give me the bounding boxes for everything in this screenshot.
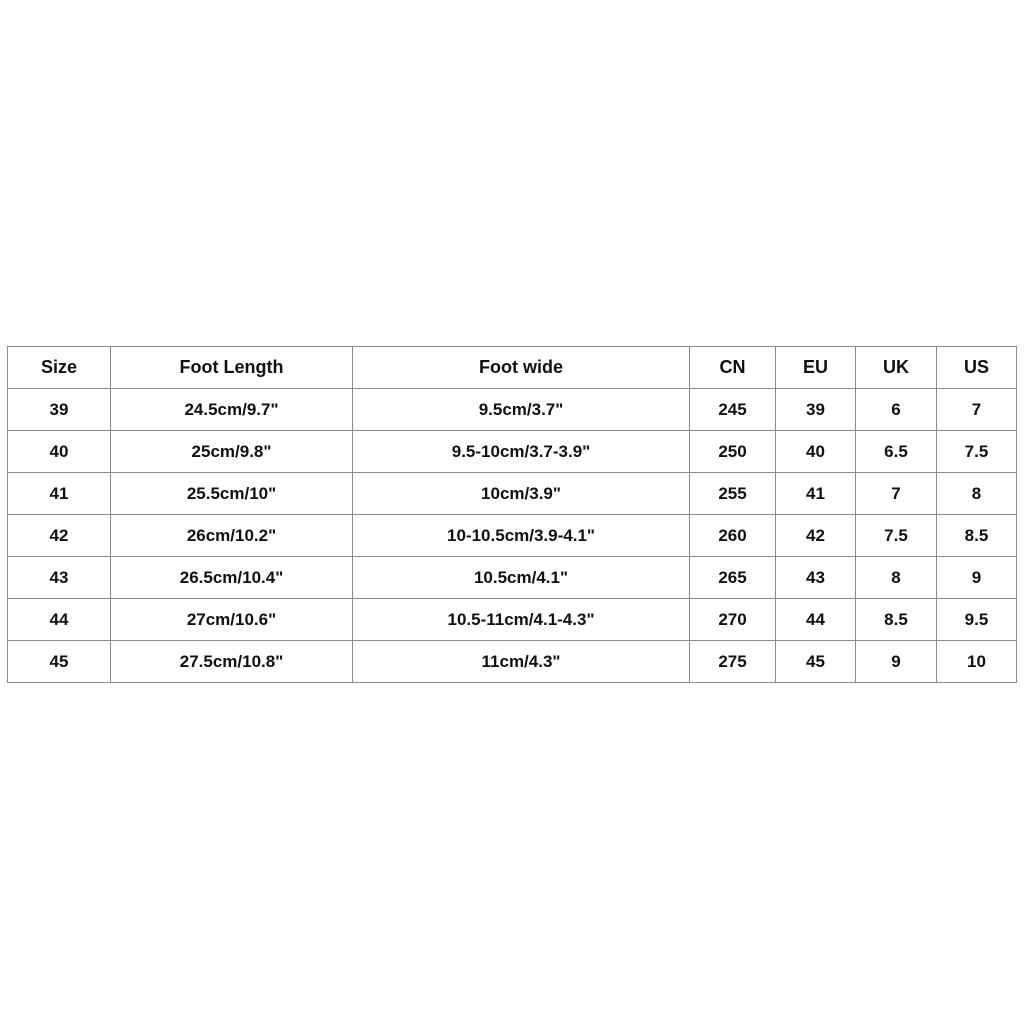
cell-foot-length: 25cm/9.8"	[111, 431, 353, 473]
cell-eu: 39	[776, 389, 856, 431]
header-foot-wide: Foot wide	[353, 347, 690, 389]
table-header-row	[8, 347, 1017, 389]
table-row	[8, 515, 1017, 557]
cell-uk: 6	[856, 389, 937, 431]
cell-eu: 45	[776, 641, 856, 683]
cell-cn: 250	[690, 431, 776, 473]
cell-foot-length: 25.5cm/10"	[111, 473, 353, 515]
cell-cn: 260	[690, 515, 776, 557]
cell-uk: 9	[856, 641, 937, 683]
cell-uk: 8	[856, 557, 937, 599]
cell-us: 7.5	[937, 431, 1017, 473]
header-foot-length: Foot Length	[111, 347, 353, 389]
cell-us: 8	[937, 473, 1017, 515]
header-us: US	[937, 347, 1017, 389]
table-row	[8, 389, 1017, 431]
cell-us: 10	[937, 641, 1017, 683]
cell-size: 39	[8, 389, 111, 431]
cell-uk: 6.5	[856, 431, 937, 473]
cell-size: 42	[8, 515, 111, 557]
cell-eu: 40	[776, 431, 856, 473]
header-eu: EU	[776, 347, 856, 389]
cell-foot-wide: 9.5cm/3.7"	[353, 389, 690, 431]
cell-foot-wide: 10.5cm/4.1"	[353, 557, 690, 599]
cell-cn: 270	[690, 599, 776, 641]
cell-cn: 265	[690, 557, 776, 599]
cell-size: 45	[8, 641, 111, 683]
cell-foot-wide: 10cm/3.9"	[353, 473, 690, 515]
cell-eu: 44	[776, 599, 856, 641]
header-cn: CN	[690, 347, 776, 389]
cell-size: 41	[8, 473, 111, 515]
cell-size: 43	[8, 557, 111, 599]
cell-foot-wide: 10-10.5cm/3.9-4.1"	[353, 515, 690, 557]
cell-foot-length: 24.5cm/9.7"	[111, 389, 353, 431]
cell-cn: 275	[690, 641, 776, 683]
table-row	[8, 473, 1017, 515]
cell-size: 44	[8, 599, 111, 641]
table-row	[8, 599, 1017, 641]
cell-foot-wide: 9.5-10cm/3.7-3.9"	[353, 431, 690, 473]
cell-foot-wide: 11cm/4.3"	[353, 641, 690, 683]
cell-foot-length: 26.5cm/10.4"	[111, 557, 353, 599]
cell-foot-length: 27cm/10.6"	[111, 599, 353, 641]
size-chart-table	[7, 346, 1017, 683]
header-uk: UK	[856, 347, 937, 389]
cell-uk: 7.5	[856, 515, 937, 557]
cell-foot-wide: 10.5-11cm/4.1-4.3"	[353, 599, 690, 641]
cell-cn: 245	[690, 389, 776, 431]
header-size: Size	[8, 347, 111, 389]
cell-us: 9	[937, 557, 1017, 599]
cell-us: 8.5	[937, 515, 1017, 557]
cell-cn: 255	[690, 473, 776, 515]
cell-eu: 41	[776, 473, 856, 515]
cell-us: 7	[937, 389, 1017, 431]
cell-foot-length: 27.5cm/10.8"	[111, 641, 353, 683]
table-row	[8, 431, 1017, 473]
cell-eu: 43	[776, 557, 856, 599]
cell-eu: 42	[776, 515, 856, 557]
cell-uk: 8.5	[856, 599, 937, 641]
table-row	[8, 557, 1017, 599]
cell-foot-length: 26cm/10.2"	[111, 515, 353, 557]
cell-uk: 7	[856, 473, 937, 515]
cell-size: 40	[8, 431, 111, 473]
table-row	[8, 641, 1017, 683]
cell-us: 9.5	[937, 599, 1017, 641]
